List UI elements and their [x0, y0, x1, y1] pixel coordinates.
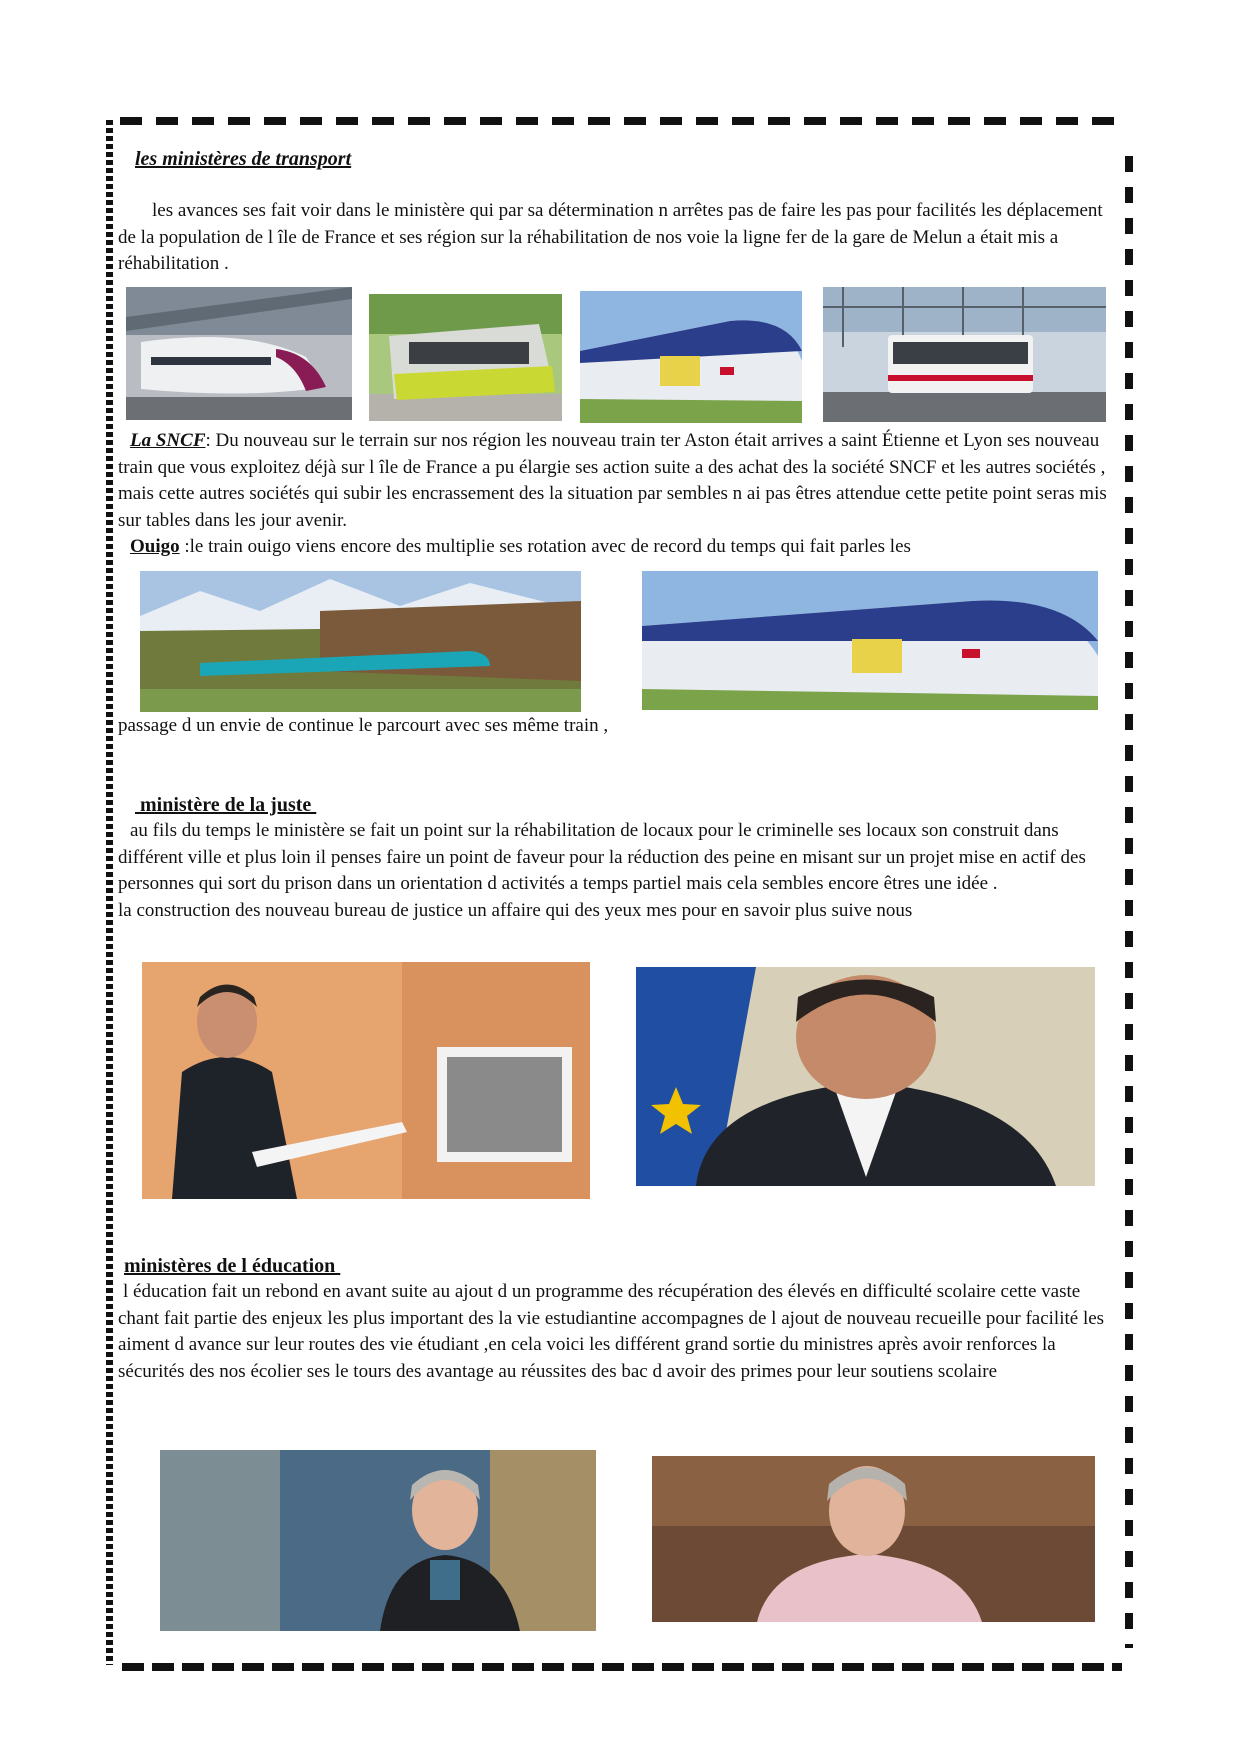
- ouigo-text: :le train ouigo viens encore des multiplie ses rotation avec de record du temps qui fait parles les: [184, 536, 911, 557]
- justice-paragraph-2: la construction des nouveau bureau de justice un affaire qui des yeux mes pour en savoir plus suive nous: [118, 899, 913, 921]
- frame-border-bottom: [122, 1663, 1122, 1671]
- education-heading: ministères de l éducation: [124, 1255, 341, 1277]
- education-minister-photo: [160, 1450, 596, 1631]
- education-paragraph: l éducation fait un rebond en avant suite au ajout d un programme des récupération des élevés en difficulté scolaire cette vaste chant fait partie des enjeux les plus important des la vie estudiantine accompagnes de l ajout de nouveau recueille pour facilité les aiment d avance sur leur routes des vie étudiant ,en cela voici les différent grand sortie du ministres après avoir renforces la sécurités des nos écolier ses le tours des avantage au réussites des bac d avoir des primes pour leur soutiens scolaire: [118, 1281, 1105, 1382]
- ouigo-continued: passage d un envie de continue le parcourt avec ses même train ,: [118, 715, 609, 736]
- frame-border-top: [120, 117, 1122, 125]
- ter-train-photo: [580, 291, 802, 423]
- minister-portrait-photo: [636, 967, 1095, 1186]
- ouigo-train-mountains-photo: [140, 571, 581, 712]
- sncf-text: : Du nouveau sur le terrain sur nos région les nouveau train ter Aston était arrives a saint Étienne et Lyon ses nouveau train que vous exploitez déjà sur l île de France a pu élargie ses action suite a des achat des la société SNCF et les autres sociétés , mais cette autres sociétés qui subir les encrassement des la situation par sembles n ai pas êtres attendue cette petite point seras mis sur tables dans les jour avenir.: [118, 430, 1107, 531]
- ouigo-continued-block: [118, 713, 1123, 740]
- sncf-regional-train-photo: [642, 571, 1098, 710]
- education-block: [118, 1279, 1123, 1385]
- frame-border-right: [1125, 156, 1133, 1648]
- yellow-tram-photo: [369, 294, 562, 421]
- sncf-label: La SNCF: [130, 430, 206, 451]
- city-bus-photo: [823, 287, 1106, 422]
- sncf-block: [118, 428, 1123, 561]
- transport-heading: les ministères de transport: [135, 148, 352, 170]
- justice-paragraph-1: au fils du temps le ministère se fait un point sur la réhabilitation de locaux pour le criminelle ses locaux son construit dans différent ville et plus loin il penses faire un point de faveur pour la réduction des peine en misant sur un projet mise en actif des personnes qui sort du prison dans un orientation d activités a temps partiel mais cela sembles encore êtres une idée .: [118, 820, 1086, 894]
- transport-intro: les avances ses fait voir dans le ministère qui par sa détermination n arrêtes pas de faire les pas pour facilités les déplacement de la population de l île de France et ses région sur la réhabilitation de nos voie la ligne fer de la gare de Melun a était mis a réhabilitation .: [118, 200, 1103, 274]
- frame-border-left: [106, 120, 113, 1665]
- minister-speaking-photo: [142, 962, 590, 1199]
- ouigo-label: Ouigo: [130, 536, 180, 557]
- transport-intro-block: [118, 198, 1123, 278]
- justice-block: [118, 818, 1123, 924]
- justice-heading: ministère de la juste: [135, 794, 317, 816]
- education-minister-portrait-photo: [652, 1456, 1095, 1622]
- tgv-train-station-photo: [126, 287, 352, 420]
